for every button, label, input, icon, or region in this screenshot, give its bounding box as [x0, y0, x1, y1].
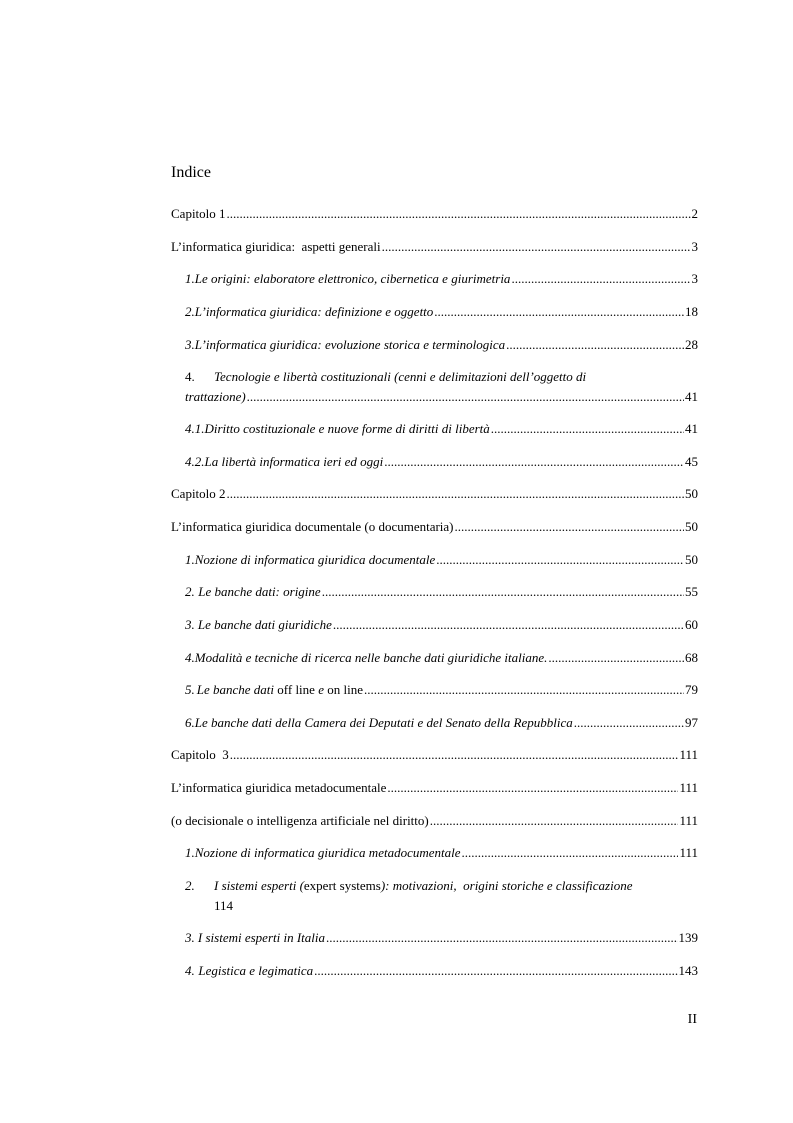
leader-dots — [227, 205, 691, 223]
leader-dots — [333, 616, 684, 634]
leader-dots — [436, 551, 684, 569]
toc-label: Le banche dati giuridiche — [197, 617, 332, 632]
toc-label — [197, 681, 363, 699]
toc-label-continued: trattazione) — [185, 389, 246, 404]
toc-entry-section[interactable] — [171, 812, 698, 830]
toc-page-number: 60 — [685, 617, 698, 632]
leader-dots — [322, 583, 684, 601]
toc-label: L’informatica giuridica: evoluzione storica e terminologica — [194, 337, 506, 352]
toc-page-number: 50 — [685, 552, 698, 567]
toc-label-part: I sistemi esperti ( — [214, 878, 304, 893]
leader-dots — [382, 238, 691, 256]
toc-entry-section[interactable] — [171, 518, 698, 536]
toc-label: Capitolo 2 — [171, 486, 226, 501]
toc-page-number: 45 — [685, 454, 698, 469]
leader-dots — [230, 746, 679, 764]
toc-line-1 — [185, 368, 698, 386]
toc-label: Capitolo 3 — [171, 747, 229, 762]
leader-dots — [364, 681, 684, 699]
toc-label: Le banche dati della Camera dei Deputati e del Senato della Repubblica — [194, 715, 573, 730]
index-title: Indice — [171, 164, 211, 181]
toc-page-number: 55 — [685, 584, 698, 599]
toc-label: L’informatica giuridica: definizione e oggetto — [194, 304, 434, 319]
toc-label-part: off line — [277, 682, 315, 697]
toc-entry-section[interactable] — [171, 238, 698, 256]
toc-label: L’informatica giuridica documentale (o documentaria) — [171, 519, 454, 534]
leader-dots — [384, 453, 684, 471]
toc-entry-chapter-1[interactable] — [171, 205, 698, 223]
toc-number: 2. — [185, 878, 195, 893]
toc-page-number: 114 — [214, 898, 234, 913]
toc-page-number: 28 — [685, 337, 698, 352]
toc-entry-subsection[interactable] — [185, 681, 698, 699]
toc-label: Legistica e legimatica — [198, 963, 314, 978]
toc-label-part: expert systems — [303, 878, 381, 893]
toc-entry-subsection[interactable] — [185, 303, 698, 321]
page-number-footer: II — [687, 1012, 697, 1027]
toc-entry-chapter-2[interactable] — [171, 485, 698, 503]
toc-page-number: 50 — [685, 486, 698, 501]
toc-label: La libertà informatica ieri ed oggi — [204, 454, 384, 469]
toc-label-part: on line — [327, 682, 363, 697]
toc-label: Diritto costituzionale e nuove forme di diritti di libertà — [204, 421, 490, 436]
toc-label: Le origini: elaboratore elettronico, cibernetica e giurimetria — [194, 271, 511, 286]
leader-dots — [387, 779, 678, 797]
toc-number: 2. — [185, 304, 195, 319]
toc-page-number: 97 — [685, 715, 698, 730]
leader-dots — [247, 388, 684, 406]
toc-label: Nozione di informatica giuridica documentale — [194, 552, 436, 567]
toc-label: L’informatica giuridica: aspetti generali — [171, 239, 381, 254]
toc-entry-subsection[interactable] — [185, 336, 698, 354]
toc-label: Capitolo 1 — [171, 206, 226, 221]
toc-page-number: 111 — [679, 747, 698, 762]
toc-number: 3. — [185, 337, 195, 352]
toc-label: I sistemi esperti in Italia — [197, 930, 326, 945]
toc-entry-subsection-multiline[interactable] — [185, 368, 698, 406]
leader-dots — [326, 929, 677, 947]
toc-label: Le banche dati: origine — [198, 584, 321, 599]
leader-dots — [511, 270, 690, 288]
toc-page-number: 3 — [691, 239, 698, 254]
toc-entry-subsection[interactable] — [185, 714, 698, 732]
toc-number: 3. — [185, 930, 195, 945]
toc-number: 5. — [185, 682, 195, 697]
toc-entry-subsection[interactable] — [185, 649, 698, 667]
toc-number: 3. — [185, 617, 195, 632]
toc-page-number: 111 — [679, 780, 698, 795]
toc-number: 4.2. — [185, 454, 205, 469]
toc-entry-subsection[interactable] — [185, 616, 698, 634]
toc-entry-subsubsection[interactable] — [185, 420, 698, 438]
toc-page-number: 18 — [685, 304, 698, 319]
toc-page-number: 111 — [679, 813, 698, 828]
toc-entry-subsection[interactable] — [185, 583, 698, 601]
toc-number: 4.1. — [185, 421, 205, 436]
leader-dots — [455, 518, 684, 536]
toc-page-number: 41 — [685, 421, 698, 436]
toc-page-number: 2 — [691, 206, 698, 221]
leader-dots — [574, 714, 684, 732]
toc-number: 1. — [185, 845, 195, 860]
leader-dots — [434, 303, 684, 321]
toc-page-number: 143 — [678, 963, 698, 978]
toc-entry-chapter-3[interactable] — [171, 746, 698, 764]
toc-label — [214, 877, 632, 895]
toc-number: 4. — [185, 650, 195, 665]
leader-dots — [491, 420, 684, 438]
toc-entry-subsection[interactable] — [185, 270, 698, 288]
toc-entry-subsection[interactable] — [185, 962, 698, 980]
toc-entry-subsection[interactable] — [185, 551, 698, 569]
toc-page-number: 3 — [691, 271, 698, 286]
toc-line-2 — [185, 897, 698, 915]
leader-dots — [314, 962, 677, 980]
leader-dots — [462, 844, 679, 862]
toc-label: Modalità e tecniche di ricerca nelle banche dati giuridiche italiane. — [194, 650, 548, 665]
toc-entry-subsubsection[interactable] — [185, 453, 698, 471]
toc-line-2 — [185, 388, 698, 406]
toc-number: 6. — [185, 715, 195, 730]
toc-page-number: 139 — [678, 930, 698, 945]
leader-dots — [430, 812, 679, 830]
toc-label-part: ): motivazioni, origini storiche e classificazione — [380, 878, 633, 893]
toc-entry-subsection[interactable] — [185, 929, 698, 947]
toc-entry-subsection[interactable] — [185, 844, 698, 862]
toc-entry-section[interactable] — [171, 779, 698, 797]
toc-page-number: 41 — [685, 389, 698, 404]
toc-label: Tecnologie e libertà costituzionali (cenni e delimitazioni dell’oggetto di — [214, 369, 587, 384]
toc-page-number: 50 — [685, 519, 698, 534]
toc-line-1 — [185, 877, 698, 895]
leader-dots — [548, 649, 684, 667]
toc-number: 2. — [185, 584, 195, 599]
toc-page-number: 68 — [685, 650, 698, 665]
toc-entry-subsection-multiline[interactable] — [185, 877, 698, 915]
toc-number: 4. — [185, 963, 195, 978]
toc-label: L’informatica giuridica metadocumentale — [171, 780, 387, 795]
toc-label-part: e — [314, 682, 328, 697]
toc-number: 1. — [185, 552, 195, 567]
toc-number: 4. — [185, 369, 195, 384]
leader-dots — [227, 485, 684, 503]
toc-label-part: Le banche dati — [196, 682, 278, 697]
toc-page-number: 79 — [685, 682, 698, 697]
toc-page-number: 111 — [679, 845, 698, 860]
leader-dots — [506, 336, 684, 354]
toc-label: Nozione di informatica giuridica metadocumentale — [194, 845, 461, 860]
toc-number: 1. — [185, 271, 195, 286]
toc-label: (o decisionale o intelligenza artificiale nel diritto) — [171, 813, 429, 828]
